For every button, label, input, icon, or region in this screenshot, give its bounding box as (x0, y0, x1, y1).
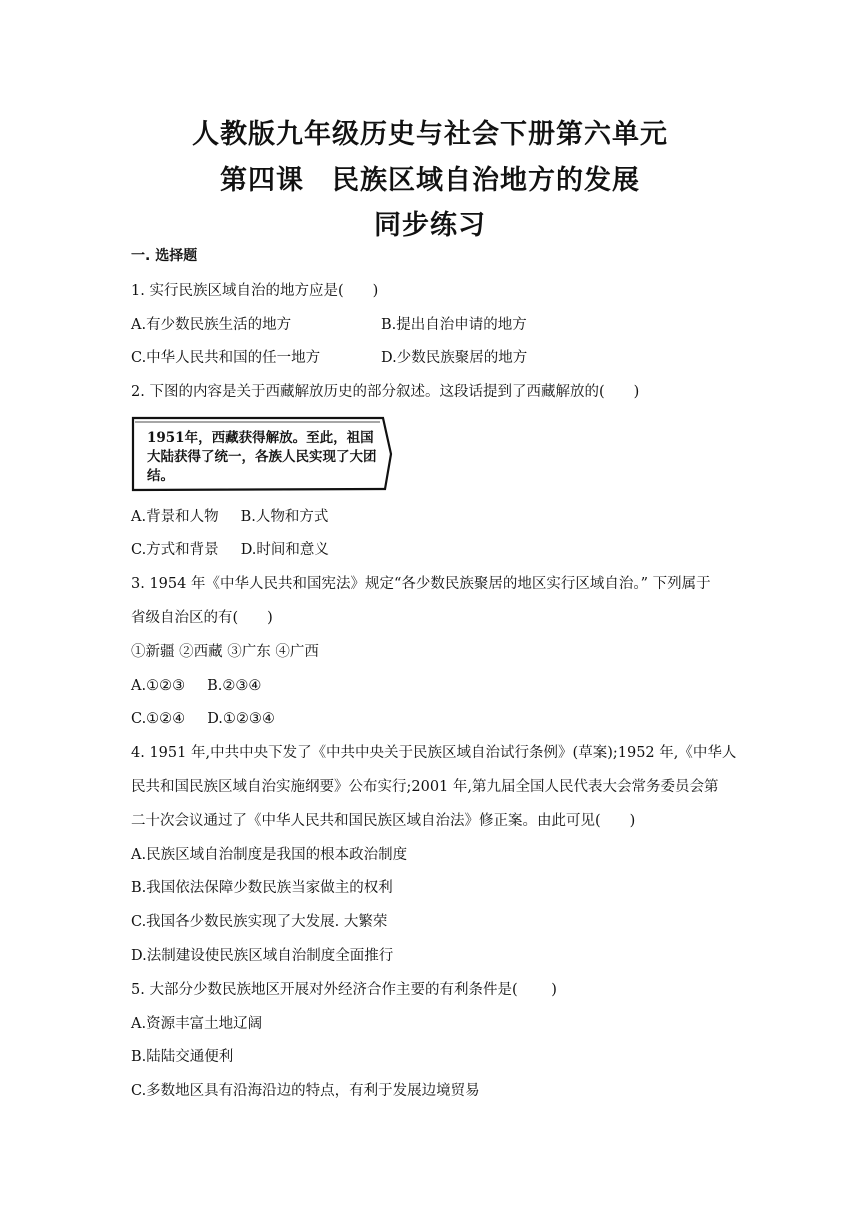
question-1-stem: 1. 实行民族区域自治的地方应是( ) (131, 283, 379, 299)
question-3-stem-line-1: 3. 1954 年《中华人民共和国宪法》规定“各少数民族聚居的地区实行区域自治。” 下列属于 (131, 576, 711, 592)
question-1-option-b: B.提出自治申请的地方 (381, 317, 527, 333)
figure-text: 1951年，西藏获得解放。至此，祖国大陆获得了统一，各族人民实现了大团结。 (147, 430, 377, 484)
question-1-option-c: C.中华人民共和国的任一地方 (131, 350, 321, 366)
question-5-option-a: A.资源丰富土地辽阔 (131, 1016, 263, 1032)
question-2-option-b: B.人物和方式 (240, 509, 329, 525)
question-4-option-a: A.民族区域自治制度是我国的根本政治制度 (131, 847, 408, 863)
question-3-option-d: D.①②③④ (207, 711, 275, 727)
question-3-option-a: A.①②③ (131, 678, 186, 694)
question-2-options-row-2 (131, 540, 329, 560)
title-line-3: 同步练习 (374, 210, 486, 241)
question-4-option-d: D.法制建设使民族区域自治制度全面推行 (131, 948, 394, 964)
question-1-option-a: A.有少数民族生活的地方 (131, 317, 292, 333)
question-3-option-b: B.②③④ (207, 678, 262, 694)
question-3-items: ①新疆 ②西藏 ③广东 ④广西 (131, 644, 319, 660)
question-4-option-c: C.我国各少数民族实现了大发展. 大繁荣 (131, 914, 388, 930)
tibet-liberation-figure (131, 414, 393, 492)
section-heading: 一. 选择题 (131, 248, 198, 264)
question-3-options-row-1 (131, 676, 261, 696)
question-3-stem-line-2: 省级自治区的有( ) (131, 610, 273, 626)
question-1-options-row-1 (131, 315, 291, 335)
question-2-option-c: C.方式和背景 (131, 542, 219, 558)
question-2-options-row-1 (131, 507, 328, 527)
question-3-options-row-2 (131, 709, 275, 729)
question-4-stem-line-2: 民共和国民族区域自治实施纲要》公布实行;2001 年,第九届全国人民代表大会常务委员会第 (131, 779, 719, 795)
title-line-2: 第四课 民族区域自治地方的发展 (220, 165, 640, 196)
question-1-option-d: D.少数民族聚居的地方 (381, 350, 528, 366)
question-4-stem-line-1: 4. 1951 年,中共中央下发了《中共中央关于民族区域自治试行条例》(草案);1952 年,《中华人 (131, 745, 737, 761)
question-5-stem: 5. 大部分少数民族地区开展对外经济合作主要的有利条件是( ) (131, 982, 557, 998)
question-2-option-d: D.时间和意义 (240, 542, 329, 558)
question-2-option-a: A.背景和人物 (131, 509, 219, 525)
question-3-option-c: C.①②④ (131, 711, 186, 727)
question-4-stem-line-3: 二十次会议通过了《中华人民共和国民族区域自治法》修正案。由此可见( ) (131, 813, 636, 829)
title-line-1: 人教版九年级历史与社会下册第六单元 (192, 119, 668, 150)
question-5-option-b: B.陆陆交通便利 (131, 1049, 234, 1065)
question-4-option-b: B.我国依法保障少数民族当家做主的权利 (131, 880, 393, 896)
question-2-stem: 2. 下图的内容是关于西藏解放历史的部分叙述。这段话提到了西藏解放的( ) (131, 384, 640, 400)
question-5-option-c: C.多数地区具有沿海沿边的特点，有利于发展边境贸易 (131, 1083, 480, 1099)
